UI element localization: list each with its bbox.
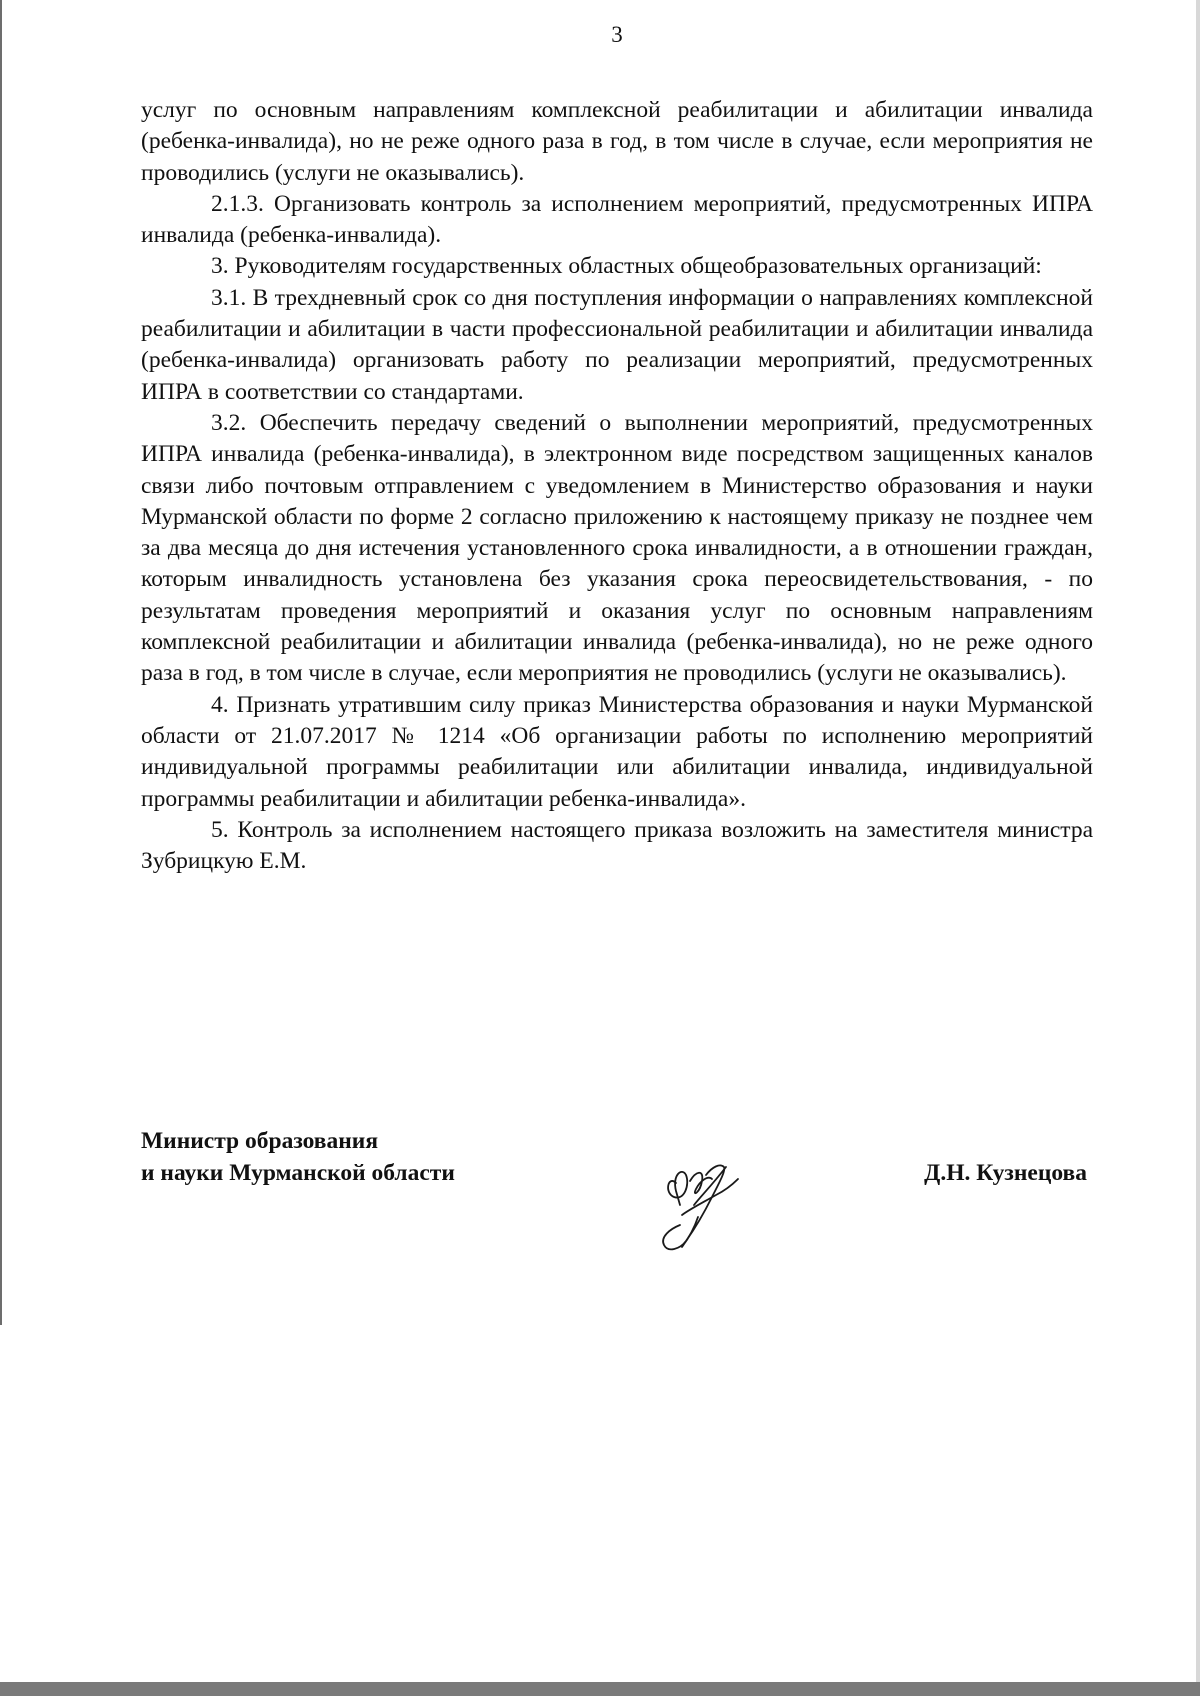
signer-position bbox=[141, 1125, 455, 1189]
paragraph-5: 5. Контроль за исполнением настоящего приказа возложить на заместителя министра Зубрицкую Е.М. bbox=[141, 816, 1093, 875]
page-number: 3 bbox=[611, 22, 623, 47]
paragraph-4: 4. Признать утратившим силу приказ Министерства образования и науки Мурманской области от 21.07.2017 № 1214 «Об организации работы по исполнению мероприятий индивидуальной программы реабилитации или абилитации инвалида, индивидуальной программы реабилитации и абилитации ребенка-инвалида». bbox=[141, 691, 1093, 812]
scan-border-left bbox=[0, 0, 2, 1325]
paragraph-2-1-3: 2.1.3. Организовать контроль за исполнением мероприятий, предусмотренных ИПРА инвалида (ребенка-инвалида). bbox=[141, 190, 1093, 249]
signer-position-line-2: и науки Мурманской области bbox=[141, 1160, 455, 1186]
scan-border-right bbox=[1196, 0, 1200, 1682]
document-body bbox=[141, 95, 1093, 877]
paragraph-2-1-2-continued: услуг по основным направлениям комплексной реабилитации и абилитации инвалида (ребенка-инвалида), но не реже одного раза в год, в том числе в случае, если мероприятия не проводились (услуги не оказывались). bbox=[141, 97, 1093, 186]
signature-block bbox=[141, 1125, 1093, 1235]
handwritten-signature-icon bbox=[646, 1145, 746, 1255]
signer-position-line-1: Министр образования bbox=[141, 1128, 379, 1154]
paragraph-3-2: 3.2. Обеспечить передачу сведений о выполнении мероприятий, предусмотренных ИПРА инвалида (ребенка-инвалида), в электронном виде посредством защищенных каналов связи либо почтовым отправлением с уведомлением в Министерство образования и науки Мурманской области по форме 2 согласно приложению к настоящему приказу не позднее чем за два месяца до дня истечения установленного срока инвалидности, а в отношении граждан, которым инвалидность установлена без указания срока переосвидетельствования, - по результатам проведения мероприятий и оказания услуг по основным направлениям комплексной реабилитации и абилитации инвалида (ребенка-инвалида), но не реже одного раза в год, в том числе в случае, если мероприятия не проводились (услуги не оказывались). bbox=[141, 409, 1093, 687]
scan-border-bottom bbox=[0, 1682, 1200, 1696]
paragraph-3-1: 3.1. В трехдневный срок со дня поступления информации о направлениях комплексной реабилитации и абилитации в части профессиональной реабилитации и абилитации инвалида (ребенка-инвалида) организовать работу по реализации мероприятий, предусмотренных ИПРА в соответствии со стандартами. bbox=[141, 284, 1093, 405]
signer-name: Д.Н. Кузнецова bbox=[924, 1160, 1087, 1186]
paragraph-3: 3. Руководителям государственных областных общеобразовательных организаций: bbox=[211, 253, 1042, 280]
